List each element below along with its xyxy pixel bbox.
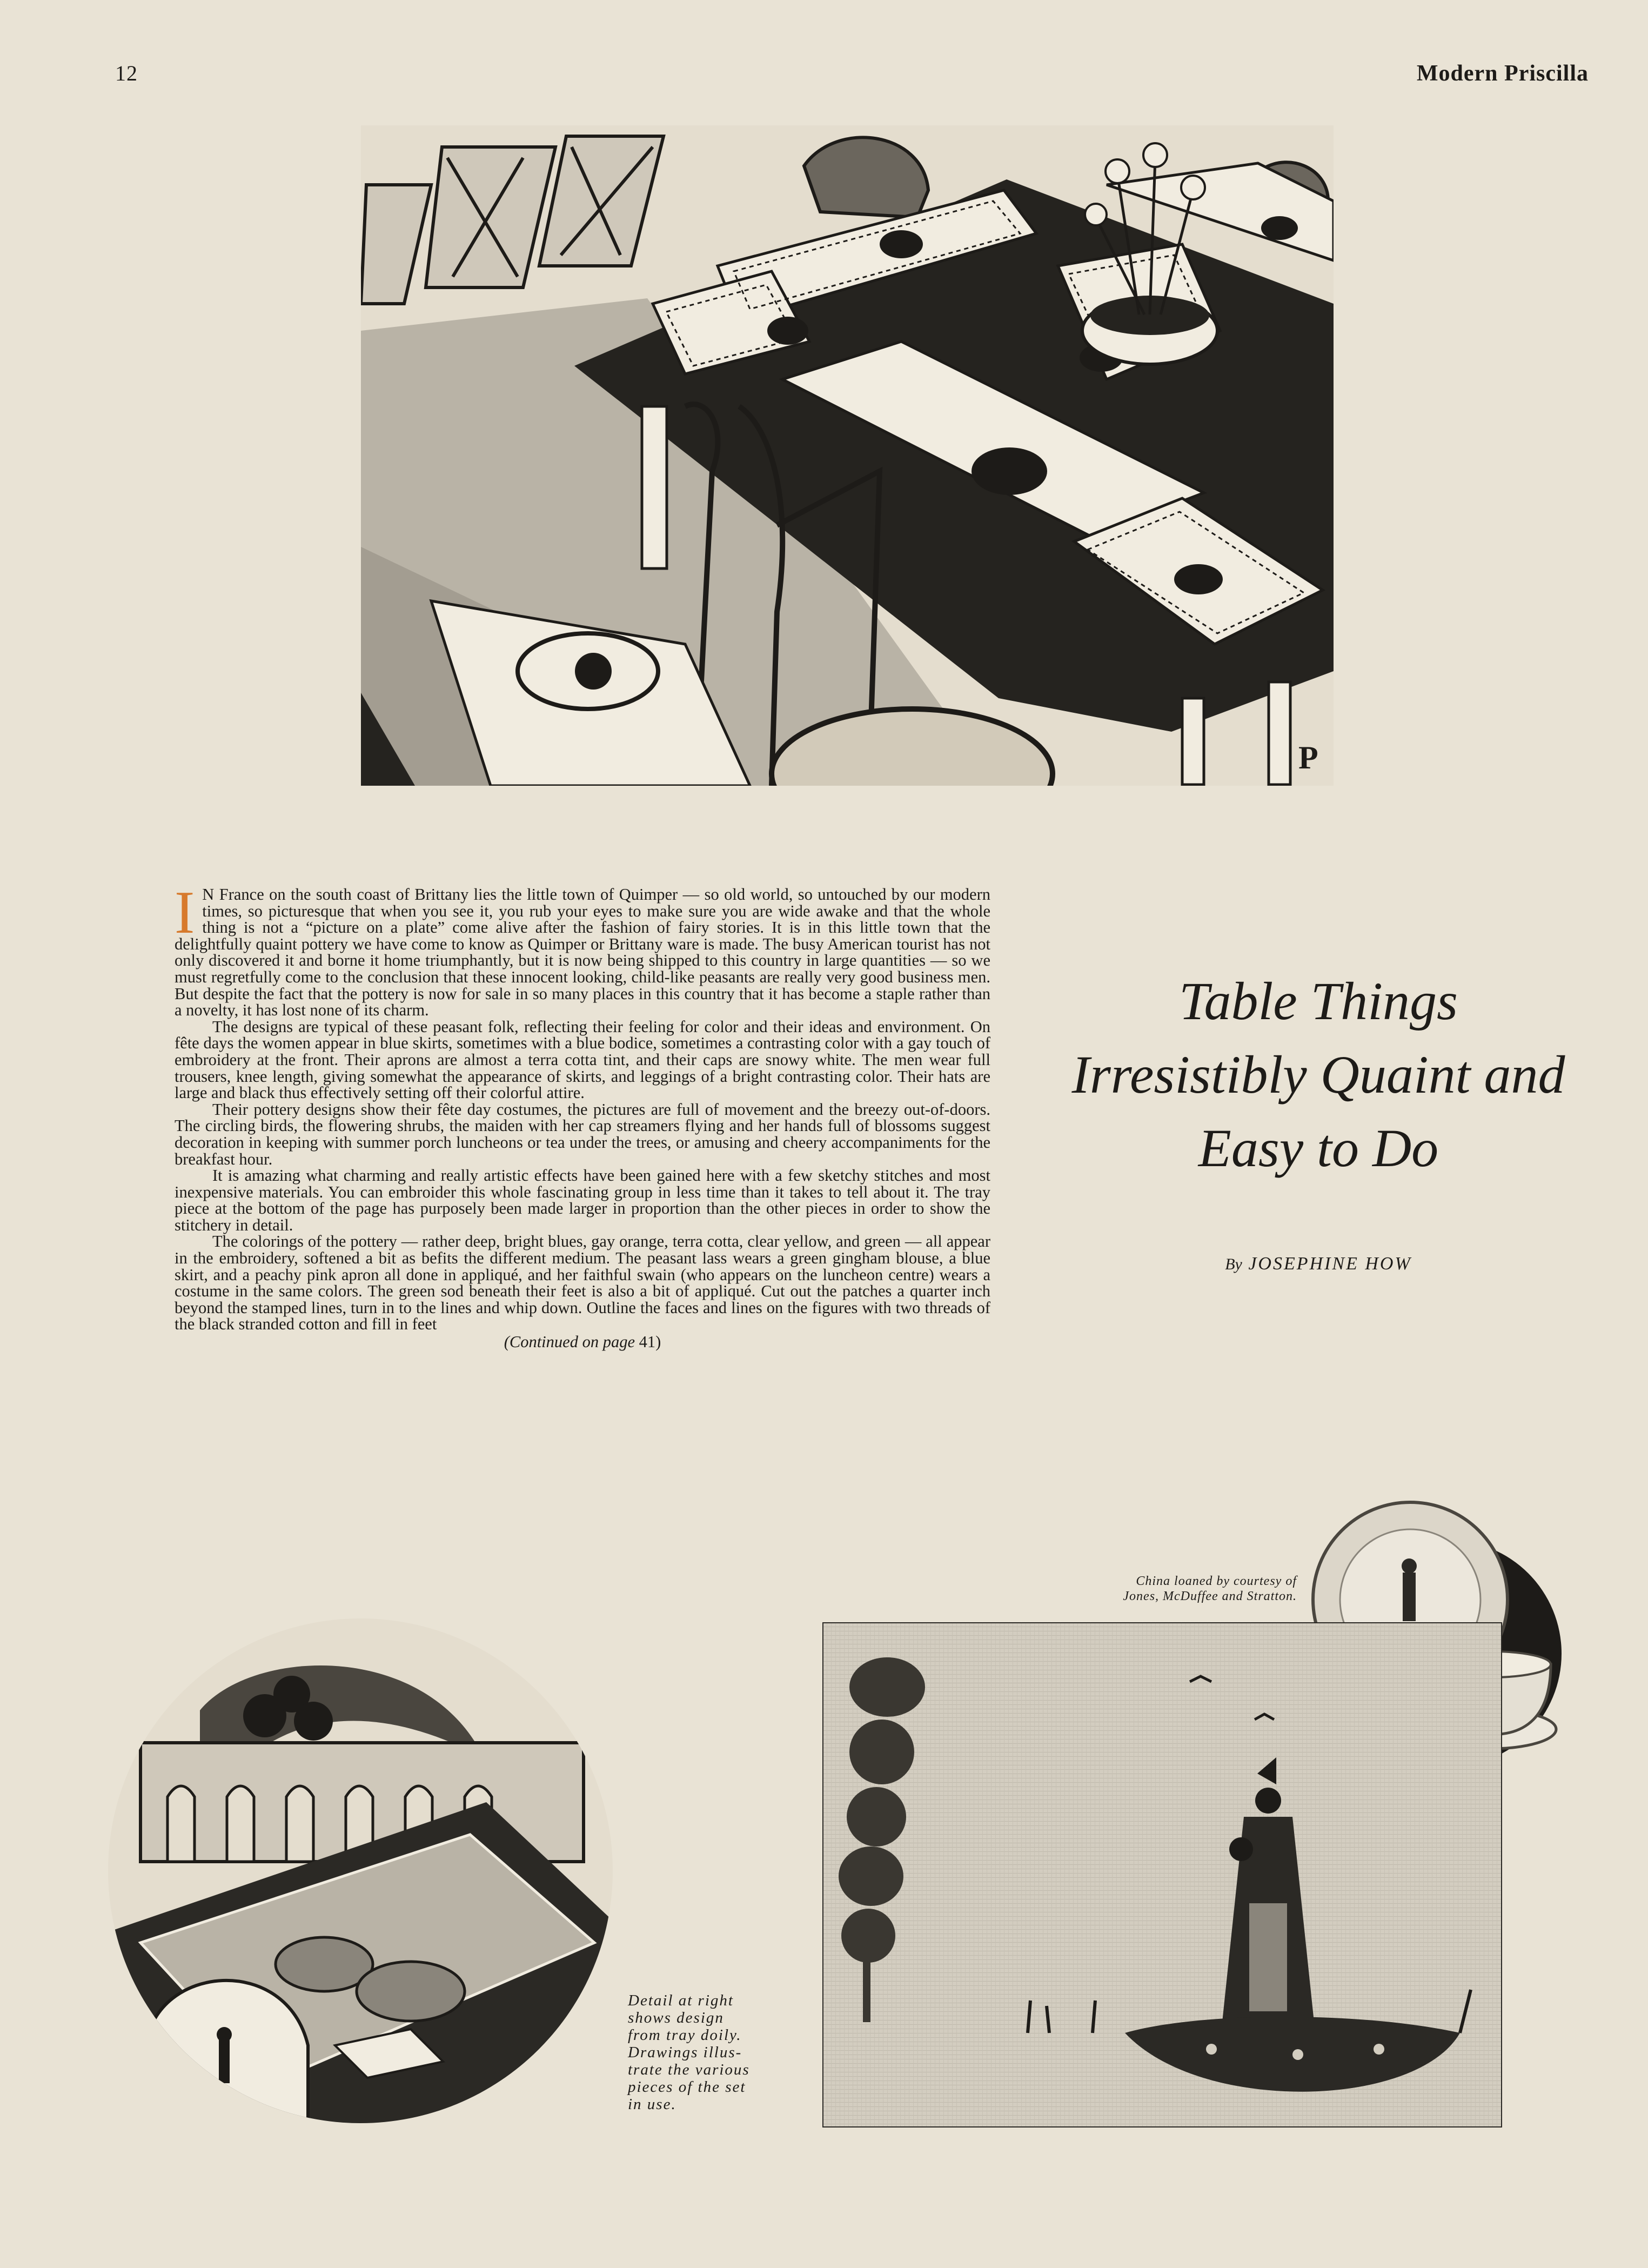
title-line: Easy to Do bbox=[1198, 1118, 1439, 1178]
title-line: Irresistibly Quaint and bbox=[1071, 1045, 1565, 1105]
caption-line: Detail at right bbox=[628, 1992, 734, 2009]
table-illustration bbox=[361, 125, 1334, 786]
article-paragraph bbox=[175, 879, 990, 1020]
magazine-name: Modern Priscilla bbox=[1416, 61, 1589, 86]
article-title bbox=[1027, 965, 1610, 1185]
teacup bbox=[357, 1962, 465, 2021]
artist-signature: P bbox=[1298, 740, 1318, 775]
title-line: Table Things bbox=[1179, 971, 1458, 1031]
caption-line: Drawings illus- bbox=[628, 2044, 742, 2061]
embroidery-detail-photo bbox=[822, 1622, 1502, 2127]
detail-caption bbox=[628, 1992, 775, 2113]
page-number: 12 bbox=[115, 61, 138, 85]
article-body bbox=[175, 879, 990, 1352]
caption-line: pieces of the set bbox=[628, 2078, 746, 2096]
drop-cap: I bbox=[175, 879, 195, 946]
caption-line: China loaned by courtesy of bbox=[1136, 1574, 1297, 1588]
continued-page: 41) bbox=[639, 1333, 661, 1352]
article-paragraph: Their pottery designs show their fête day costumes, the pictures are full of movement and the breezy out-of-doors. The circling birds, the flowering shrubs, the maiden with her cap streamers flying and her hands full of blossoms suggest decoration in keeping with summer porch luncheons or tea under the trees, or amusing and cheery accompaniments for the breakfast hour. bbox=[175, 1100, 990, 1168]
caption-line: from tray doily. bbox=[628, 2026, 742, 2044]
byline bbox=[1027, 1254, 1610, 1274]
paragraph-text: N France on the south coast of Brittany lies the little town of Quimper — so old world, so untouched by our modern times, so picturesque that when you see it, you rub your eyes to make sure you are wide awake and that the whole thing is not a “picture on a plate” come alive after the fashion of fairy stories. It is in this little town that the delightfully quaint pottery we have come to know as Quimper or Brittany ware is made. The busy American tourist has not only discovered it and borne it home triumphantly, but it is now being shipped to this country in large quantities — so we must regretfully come to the conclusion that these innocent looking, child-like peasants are really very good business men. But despite the fact that the pottery is now for sale in so many places in this country that it has become a staple rather than a novelty, it has lost none of its charm. bbox=[175, 885, 990, 1020]
article-paragraph: The colorings of the pottery — rather deep, bright blues, gay orange, terra cotta, clear yellow, and green — all appear in the embroidery, softened a bit as befits the different medium. The peasant lass wears a green gingham blouse, a blue skirt, and a peachy pink apron all done in appliqué, and her faithful swain (who appears on the luncheon centre) wears a costume in the same colors. The green sod beneath their feet is also a bit of appliqué. Cut out the patches a quarter inch beyond the stamped lines, turn in to the lines and whip down. Outline the faces and lines on the figures with two threads of the black stranded cotton and fill in feet bbox=[175, 1232, 990, 1334]
caption-line: trate the various bbox=[628, 2061, 750, 2078]
continued-note bbox=[175, 1334, 990, 1350]
article-paragraph: The designs are typical of these peasant folk, reflecting their feeling for color and their ideas and environment. On fête days the women appear in blue skirts, sometimes with a blue bodice, sometimes a contrasting color with a gay touch of embroidery at the front. Their aprons are almost a terra cotta tint, and their caps are snowy white. The men wear full trousers, knee length, giving somewhat the appearance of skirts, and leggings of a bright contrasting color. Their hats are large and black thus effectively setting off their colorful attire. bbox=[175, 1017, 990, 1102]
article-paragraph: It is amazing what charming and really artistic effects have been gained here with a few sketchy stitches and most inexpensive materials. You can embroider this whole fascinating group in less time than it takes to tell about it. The tray piece at the bottom of the page has purposely been made larger in proportion than the other pieces in order to show the stitchery in detail. bbox=[175, 1166, 990, 1234]
continued-label: (Continued on page bbox=[504, 1333, 635, 1352]
caption-line: Jones, McDuffee and Stratton. bbox=[1123, 1589, 1297, 1603]
tea-tray-vignette bbox=[108, 1618, 613, 2124]
caption-line: shows design bbox=[628, 2009, 724, 2026]
author-name: JOSEPHINE HOW bbox=[1248, 1254, 1412, 1274]
china-credit-caption bbox=[1027, 1574, 1297, 1604]
byline-by: By bbox=[1225, 1255, 1242, 1273]
caption-line: in use. bbox=[628, 2096, 676, 2113]
